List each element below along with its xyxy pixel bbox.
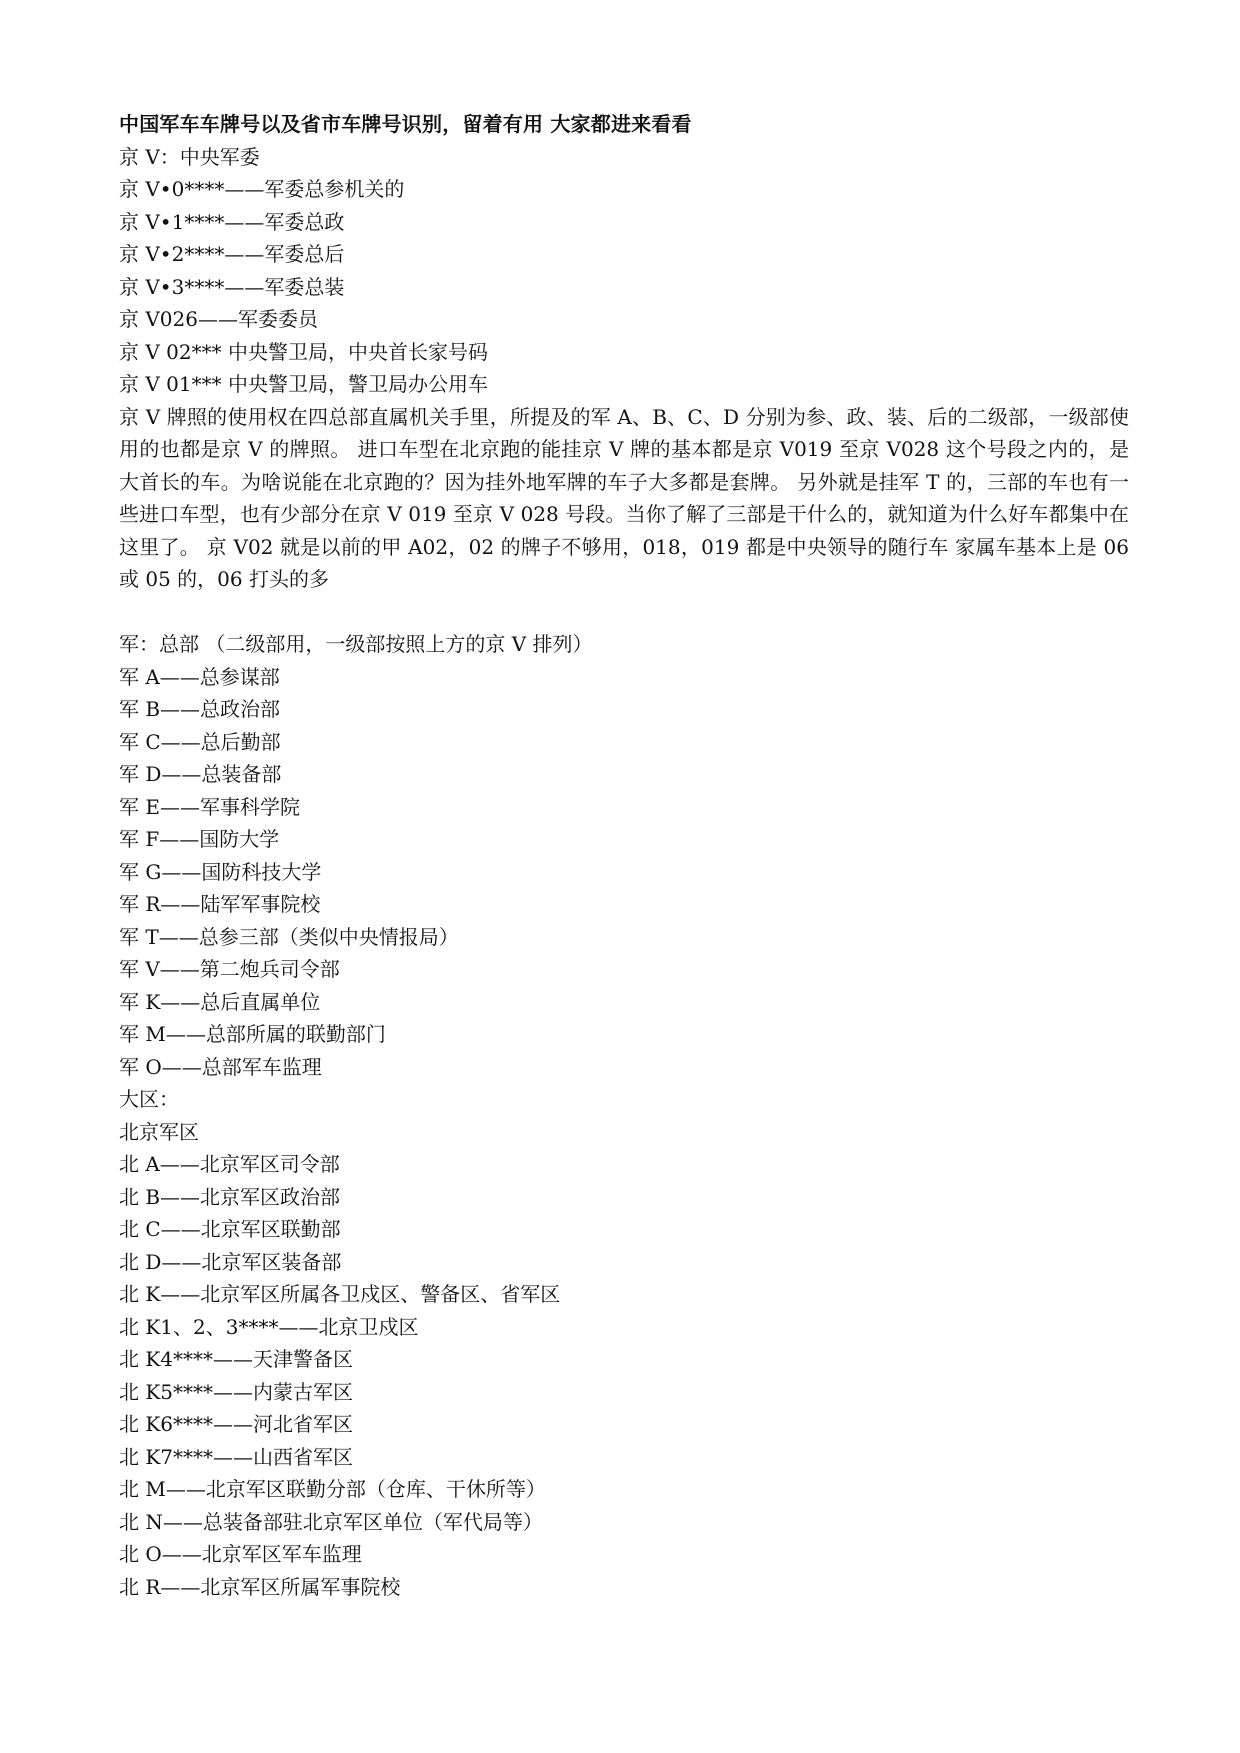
list-item: 北 R——北京军区所属军事院校 <box>119 1574 401 1599</box>
list-item: 京 V•3****——军委总装 <box>119 274 345 299</box>
list-item: 京 V•0****——军委总参机关的 <box>119 177 405 201</box>
list-item: 北 C——北京军区联勤部 <box>119 1217 341 1241</box>
list-item: 军 V——第二炮兵司令部 <box>119 957 340 981</box>
document-page <box>119 108 1129 1603</box>
list-item: 军 T——总参三部（类似中央情报局） <box>119 924 459 949</box>
document-title: 中国军车车牌号以及省市车牌号识别，留着有用 大家都进来看看 <box>119 112 692 136</box>
list-item: 军 O——总部军车监理 <box>119 1054 322 1079</box>
list-item: 京 V：中央军委 <box>119 144 260 169</box>
list-item: 北 K4****——天津警备区 <box>119 1347 354 1371</box>
list-item: 北 N——总装备部驻北京军区单位（军代局等） <box>119 1509 543 1534</box>
list-item: 北 M——北京军区联勤分部（仓库、干休所等） <box>119 1477 546 1501</box>
blank-line <box>119 596 1129 629</box>
hq-list <box>119 661 1129 1084</box>
list-item: 军 K——总后直属单位 <box>119 989 321 1014</box>
list-item: 京 V•2****——军委总后 <box>119 242 345 266</box>
list-item: 京 V 01*** 中央警卫局，警卫局办公用车 <box>119 372 488 396</box>
list-item: 军 B——总政治部 <box>119 697 281 721</box>
hq-heading: 军：总部 （二级部用，一级部按照上方的京 V 排列） <box>119 632 593 656</box>
beijing-heading: 北京军区 <box>119 1119 199 1144</box>
list-item: 军 G——国防科技大学 <box>119 859 322 884</box>
explanation-paragraph: 京 V 牌照的使用权在四总部直属机关手里，所提及的军 A、B、C、D 分别为参、政、装、后的二级部，一级部使用的也都是京 V 的牌照。 进口车型在北京跑的能挂京 V 牌的基本都是京 V019 至京 V028 这个号段之内的，是大首长的车。为啥说能在北京跑的？因为挂外地军牌的车子大多都是套牌。 另外就是挂军 T 的，三部的车也有一些进口车型，也有少部分在京 V 019 至京 V 028 号段。当你了解了三部是干什么的，就知道为什么好车都集中在这里了。 京 V02 就是以前的甲 A02，02 的牌子不够用，018，019 都是中央领导的随行车 家属车基本上是 06 或 05 的，06 打头的多 <box>119 404 1129 591</box>
list-item: 京 V026——军委委员 <box>119 307 318 331</box>
list-item: 北 K——北京军区所属各卫戍区、警备区、省军区 <box>119 1282 561 1306</box>
list-item: 军 F——国防大学 <box>119 827 280 851</box>
list-item: 军 D——总装备部 <box>119 762 282 786</box>
list-item: 北 K7****——山西省军区 <box>119 1444 354 1469</box>
list-item: 北 A——北京军区司令部 <box>119 1152 340 1176</box>
list-item: 京 V 02*** 中央警卫局，中央首长家号码 <box>119 339 488 364</box>
list-item: 北 D——北京军区装备部 <box>119 1249 342 1274</box>
list-item: 北 K6****——河北省军区 <box>119 1412 354 1436</box>
list-item: 北 K5****——内蒙古军区 <box>119 1379 354 1404</box>
list-item: 军 E——军事科学院 <box>119 794 300 819</box>
list-item: 京 V•1****——军委总政 <box>119 209 345 234</box>
list-item: 北 K1、2、3****——北京卫戍区 <box>119 1314 419 1339</box>
beijing-list <box>119 1148 1129 1603</box>
list-item: 北 B——北京军区政治部 <box>119 1184 341 1209</box>
list-item: 军 C——总后勤部 <box>119 729 281 754</box>
list-item: 军 R——陆军军事院校 <box>119 892 321 916</box>
list-item: 北 O——北京军区军车监理 <box>119 1542 362 1566</box>
list-item: 军 M——总部所属的联勤部门 <box>119 1022 386 1046</box>
region-heading: 大区： <box>119 1087 179 1111</box>
list-item: 军 A——总参谋部 <box>119 664 280 689</box>
jingv-list <box>119 141 1129 401</box>
